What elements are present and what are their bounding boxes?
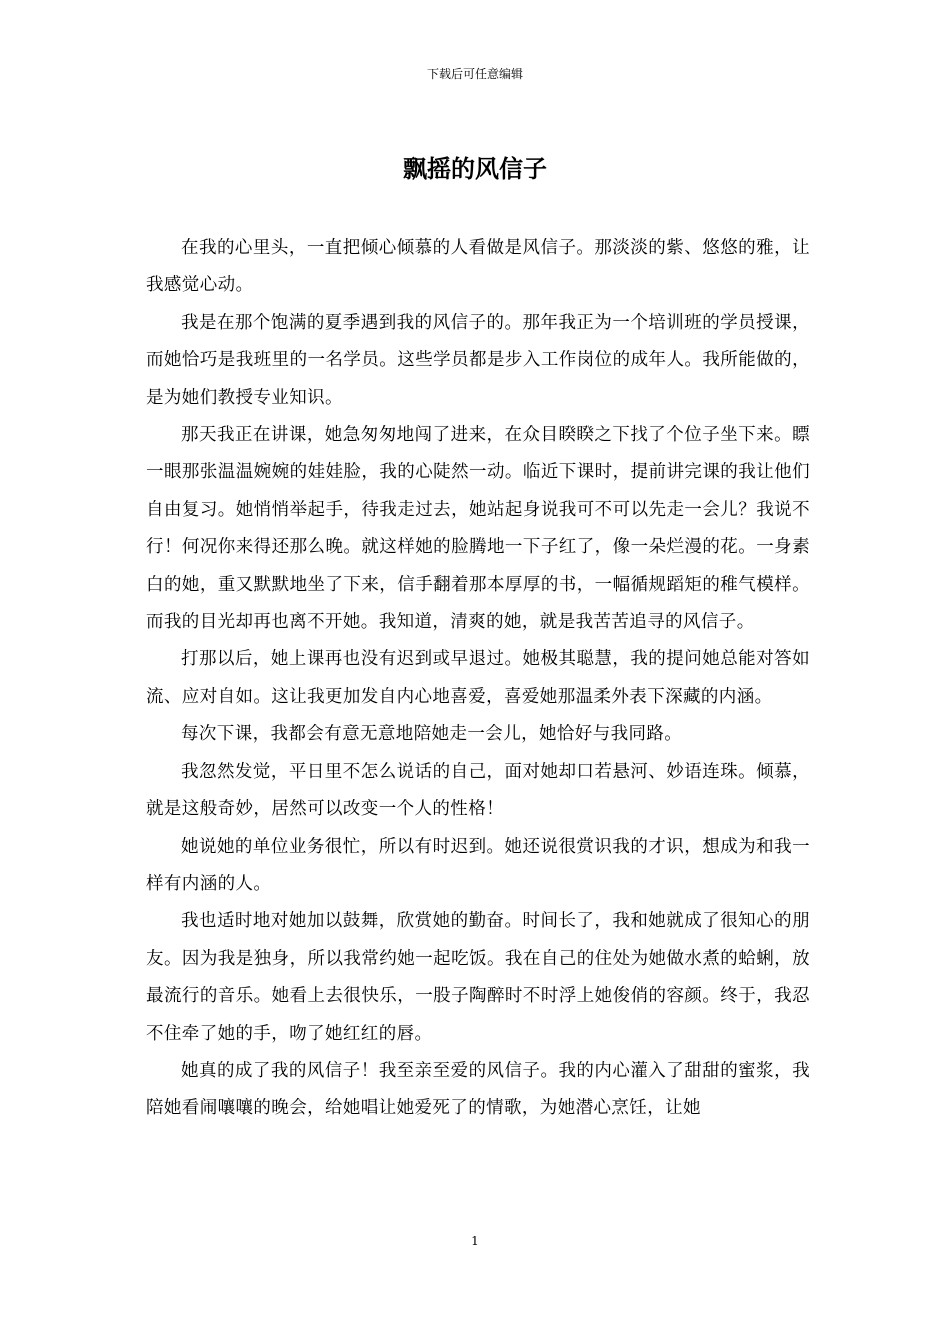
document-title: 飘摇的风信子 [403, 155, 547, 183]
paragraph: 她说她的单位业务很忙，所以有时迟到。她还说很赏识我的才识，想成为和我一样有内涵的人。 [146, 836, 810, 894]
paragraph: 她真的成了我的风信子！我至亲至爱的风信子。我的内心灌入了甜甜的蜜浆，我陪她看闹嚷嚷的晚会，给她唱让她爱死了的情歌，为她潜心烹饪，让她 [146, 1060, 810, 1119]
page-number: 1 [471, 1234, 479, 1248]
header-note: 下载后可任意编辑 [426, 67, 523, 81]
paragraph: 我也适时地对她加以鼓舞，欣赏她的勤奋。时间长了，我和她就成了很知心的朋友。因为我是独身，所以我常约她一起吃饭。我在自己的住处为她做水煮的蛤蜊，放最流行的音乐。她看上去很快乐，一股子陶醉时不时浮上她俊俏的容颜。终于，我忍不住牵了她的手，吻了她红红的唇。 [146, 911, 810, 1044]
document-body [146, 230, 810, 1128]
paragraph: 我是在那个饱满的夏季遇到我的风信子的。那年我正为一个培训班的学员授课，而她恰巧是我班里的一名学员。这些学员都是步入工作岗位的成年人。我所能做的，是为她们教授专业知识。 [146, 312, 810, 408]
paragraph: 每次下课，我都会有意无意地陪她走一会儿，她恰好与我同路。 [181, 724, 683, 745]
paragraph: 打那以后，她上课再也没有迟到或早退过。她极其聪慧，我的提问她总能对答如流、应对自如。这让我更加发自内心地喜爱，喜爱她那温柔外表下深藏的内涵。 [146, 649, 810, 707]
paragraph: 那天我正在讲课，她急匆匆地闯了进来，在众目睽睽之下找了个位子坐下来。瞟一眼那张温温婉婉的娃娃脸，我的心陡然一动。临近下课时，提前讲完课的我让他们自由复习。她悄悄举起手，待我走过去，她站起身说我可不可以先走一会儿？我说不行！何况你来得还那么晚。就这样她的脸腾地一下子红了，像一朵烂漫的花。一身素白的她，重又默默地坐了下来，信手翻着那本厚厚的书，一幅循规蹈矩的稚气模样。而我的目光却再也离不开她。我知道，清爽的她，就是我苦苦追寻的风信子。 [146, 425, 810, 633]
paragraph: 我忽然发觉，平日里不怎么说话的自己，面对她却口若悬河、妙语连珠。倾慕，就是这般奇妙，居然可以改变一个人的性格！ [146, 761, 810, 820]
paragraph: 在我的心里头，一直把倾心倾慕的人看做是风信子。那淡淡的紫、悠悠的雅，让我感觉心动。 [146, 238, 810, 296]
